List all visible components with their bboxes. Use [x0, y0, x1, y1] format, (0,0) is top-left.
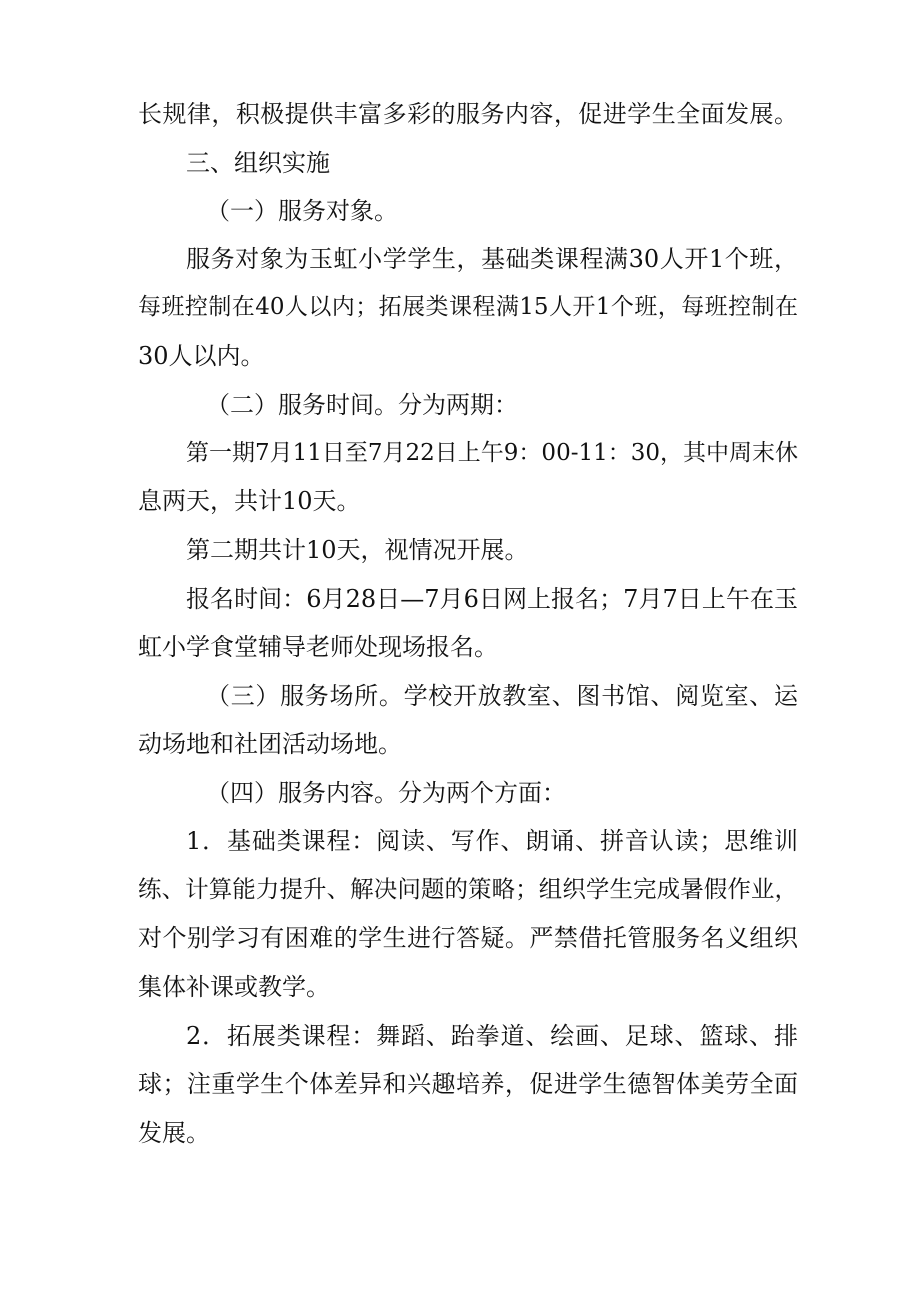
subsection-heading: （四）服务内容。分为两个方面：	[206, 779, 566, 807]
paragraph-line: 服务对象为玉虹小学学生，基础类课程满30人开1个班，	[186, 245, 798, 273]
paragraph-line: 球；注重学生个体差异和兴趣培养，促进学生德智体美劳全面	[138, 1070, 798, 1098]
paragraph-line: 30人以内。	[138, 342, 265, 370]
section-heading: 三、组织实施	[186, 149, 330, 177]
subsection-heading: （一）服务对象。	[206, 197, 398, 225]
paragraph-line: 发展。	[138, 1119, 210, 1147]
paragraph-line: 报名时间：6月28日—7月6日网上报名；7月7日上午在玉	[186, 585, 798, 613]
paragraph-line: 长规律，积极提供丰富多彩的服务内容，促进学生全面发展。	[138, 100, 798, 128]
paragraph-line: 每班控制在40人以内；拓展类课程满15人开1个班，每班控制在	[138, 294, 798, 320]
paragraph-line: 集体补课或教学。	[138, 973, 330, 1001]
paragraph-line: 第二期共计10天，视情况开展。	[186, 536, 529, 564]
paragraph-line: 对个别学习有困难的学生进行答疑。严禁借托管服务名义组织	[138, 924, 798, 952]
subsection-heading: （二）服务时间。分为两期：	[206, 391, 518, 419]
paragraph-line: 动场地和社团活动场地。	[138, 730, 402, 758]
paragraph-line: 虹小学食堂辅导老师处现场报名。	[138, 633, 498, 661]
paragraph-line: 练、计算能力提升、解决问题的策略；组织学生完成暑假作业，	[138, 875, 798, 903]
list-item: 1．基础类课程：阅读、写作、朗诵、拼音认读；思维训	[186, 827, 798, 855]
subsection-heading: （三）服务场所。学校开放教室、图书馆、阅览室、运	[206, 682, 798, 710]
paragraph-line: 息两天，共计10天。	[138, 487, 361, 515]
list-item: 2．拓展类课程：舞蹈、跆拳道、绘画、足球、篮球、排	[186, 1022, 798, 1050]
paragraph-line: 第一期7月11日至7月22日上午9：00-11：30，其中周末休	[186, 440, 799, 466]
